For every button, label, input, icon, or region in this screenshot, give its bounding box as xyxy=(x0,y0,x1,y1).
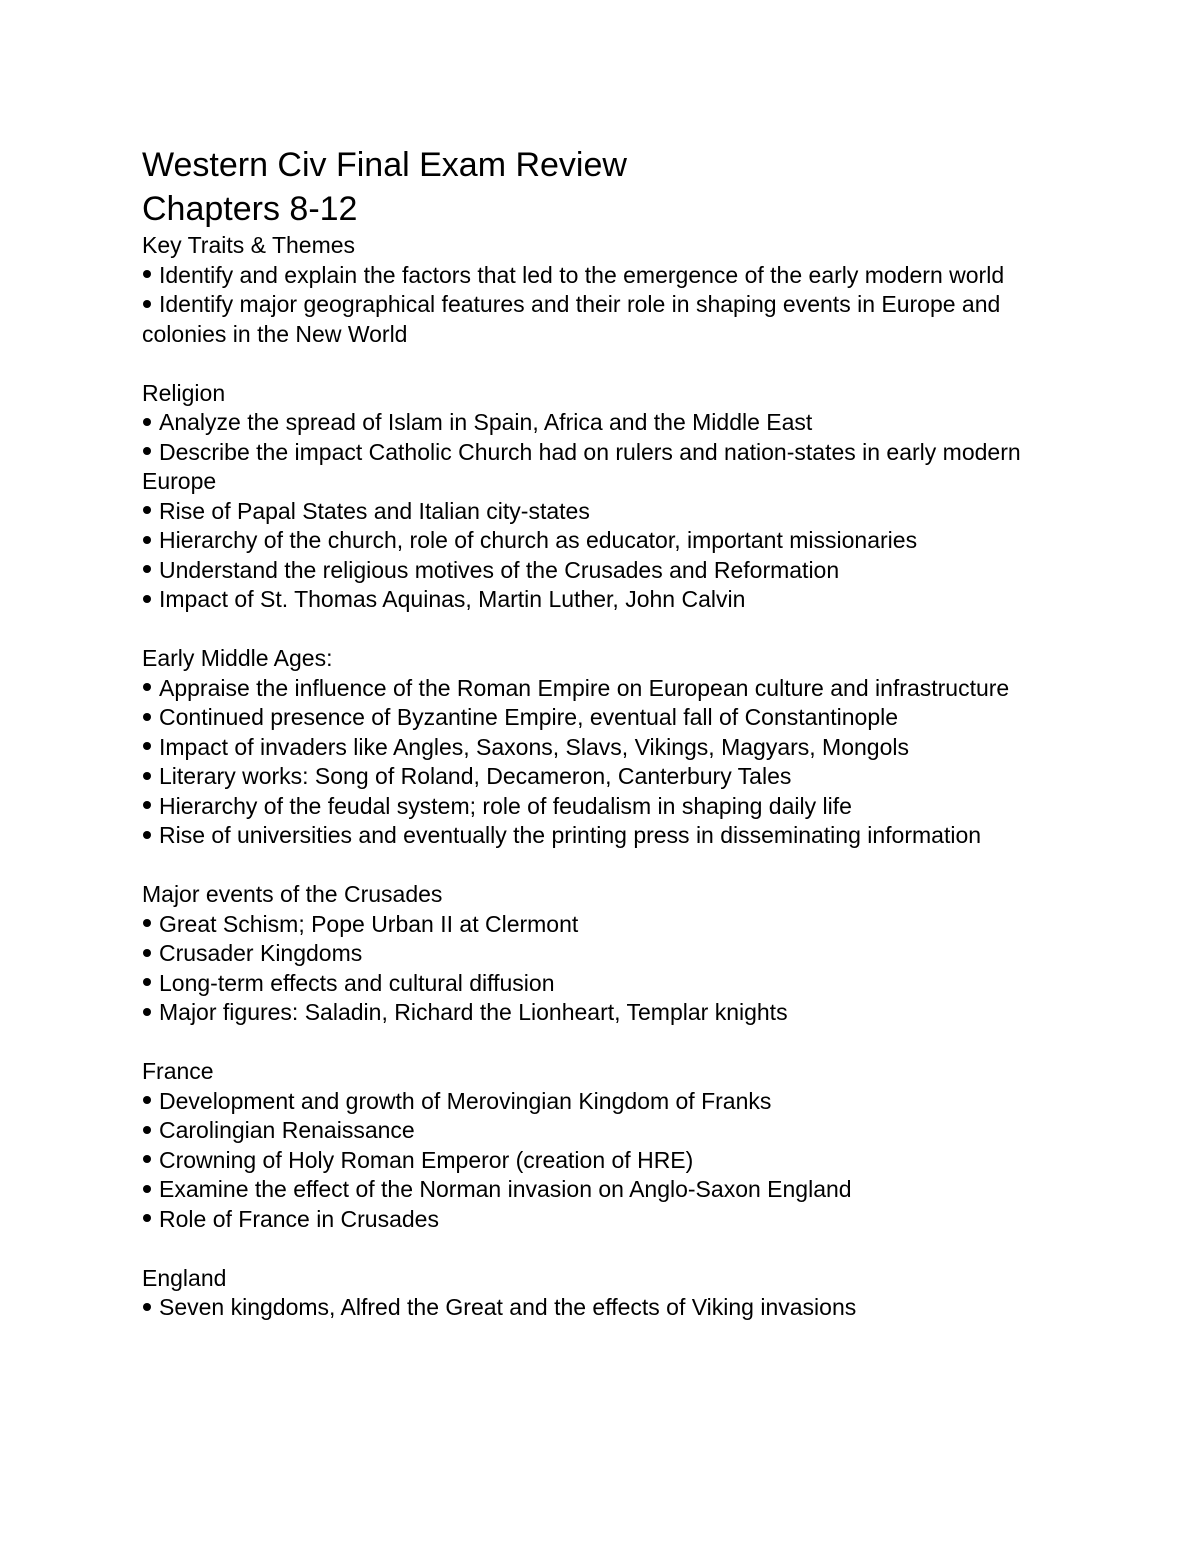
bullet-list xyxy=(142,261,1057,350)
bullet-icon xyxy=(143,1096,151,1104)
sections-container xyxy=(142,231,1057,1323)
list-item xyxy=(142,408,1057,438)
list-item xyxy=(142,969,1057,999)
list-item xyxy=(142,1116,1057,1146)
section-key-traits-themes xyxy=(142,231,1057,349)
bullet-icon xyxy=(143,1155,151,1163)
bullet-icon xyxy=(143,1214,151,1222)
list-item-text: Rise of universities and eventually the printing press in disseminating information xyxy=(159,822,982,848)
bullet-list xyxy=(142,674,1057,851)
list-item xyxy=(142,1146,1057,1176)
bullet-icon xyxy=(143,1008,151,1016)
list-item-text: Rise of Papal States and Italian city-states xyxy=(159,497,590,524)
list-item-text: Impact of invaders like Angles, Saxons, Slavs, Vikings, Magyars, Mongols xyxy=(159,733,909,760)
list-item xyxy=(142,762,1057,792)
list-item xyxy=(142,585,1057,615)
list-item-text: Great Schism; Pope Urban II at Clermont xyxy=(159,910,579,937)
list-item xyxy=(142,261,1057,291)
document-title: Western Civ Final Exam Review xyxy=(142,146,627,184)
bullet-list xyxy=(142,1087,1057,1235)
list-item-text: Hierarchy of the church, role of church as educator, important missionaries xyxy=(159,527,918,553)
list-item-text: Appraise the influence of the Roman Empire on European culture and infrastructure xyxy=(159,674,1010,701)
list-item xyxy=(142,1087,1057,1117)
bullet-icon xyxy=(143,772,151,780)
bullet-icon xyxy=(143,418,151,426)
section-early-middle-ages xyxy=(142,644,1057,851)
list-item-text: Carolingian Renaissance xyxy=(159,1117,415,1143)
bullet-icon xyxy=(143,742,151,750)
bullet-icon xyxy=(143,1303,151,1311)
list-item xyxy=(142,733,1057,763)
bullet-list xyxy=(142,1293,1057,1323)
list-item xyxy=(142,674,1057,704)
section-france xyxy=(142,1057,1057,1234)
list-item xyxy=(142,1205,1057,1235)
bullet-icon xyxy=(143,949,151,957)
list-item-text: Seven kingdoms, Alfred the Great and the effects of Viking invasions xyxy=(159,1294,857,1320)
list-item xyxy=(142,910,1057,940)
bullet-icon xyxy=(143,447,151,455)
list-item-text: Impact of St. Thomas Aquinas, Martin Luther, John Calvin xyxy=(159,586,746,612)
list-item xyxy=(142,1175,1057,1205)
bullet-icon xyxy=(143,506,151,514)
list-item xyxy=(142,703,1057,733)
list-item-text: Role of France in Crusades xyxy=(159,1205,439,1232)
section-religion xyxy=(142,379,1057,615)
bullet-icon xyxy=(143,595,151,603)
list-item xyxy=(142,556,1057,586)
bullet-icon xyxy=(143,300,151,308)
section-heading: Early Middle Ages: xyxy=(142,645,333,671)
section-england xyxy=(142,1264,1057,1323)
list-item-text: Identify major geographical features and their role in shaping events in Europe and colonies in the New World xyxy=(142,291,1001,347)
list-item-text: Crusader Kingdoms xyxy=(159,940,363,966)
document-subtitle: Chapters 8-12 xyxy=(142,190,358,228)
list-item xyxy=(142,821,1057,851)
list-item xyxy=(142,1293,1057,1323)
section-heading: Key Traits & Themes xyxy=(142,232,356,258)
list-item xyxy=(142,438,1057,497)
list-item-text: Development and growth of Merovingian Kingdom of Franks xyxy=(159,1087,772,1114)
bullet-list xyxy=(142,408,1057,615)
bullet-icon xyxy=(143,1185,151,1193)
list-item xyxy=(142,497,1057,527)
bullet-icon xyxy=(143,801,151,809)
bullet-icon xyxy=(143,978,151,986)
list-item-text: Describe the impact Catholic Church had on rulers and nation-states in early modern Europe xyxy=(142,438,1021,494)
bullet-list xyxy=(142,910,1057,1028)
bullet-icon xyxy=(143,919,151,927)
list-item-text: Literary works: Song of Roland, Decameron, Canterbury Tales xyxy=(159,763,792,789)
list-item-text: Analyze the spread of Islam in Spain, Africa and the Middle East xyxy=(159,409,813,435)
list-item-text: Crowning of Holy Roman Emperor (creation of HRE) xyxy=(159,1146,694,1173)
list-item xyxy=(142,939,1057,969)
list-item-text: Understand the religious motives of the Crusades and Reformation xyxy=(159,556,840,583)
bullet-icon xyxy=(143,270,151,278)
document-page xyxy=(142,143,1057,1323)
list-item xyxy=(142,290,1057,349)
list-item xyxy=(142,998,1057,1028)
section-heading: France xyxy=(142,1058,214,1084)
bullet-icon xyxy=(143,1126,151,1134)
bullet-icon xyxy=(143,565,151,573)
section-major-events-of-the-crusades xyxy=(142,880,1057,1028)
list-item-text: Identify and explain the factors that led to the emergence of the early modern world xyxy=(159,261,1005,288)
list-item xyxy=(142,526,1057,556)
list-item-text: Major figures: Saladin, Richard the Lionheart, Templar knights xyxy=(159,999,788,1025)
bullet-icon xyxy=(143,536,151,544)
bullet-icon xyxy=(143,713,151,721)
section-heading: England xyxy=(142,1264,227,1291)
section-heading: Religion xyxy=(142,379,226,406)
list-item-text: Continued presence of Byzantine Empire, eventual fall of Constantinople xyxy=(159,704,899,730)
list-item-text: Long-term effects and cultural diffusion xyxy=(159,969,555,996)
list-item-text: Examine the effect of the Norman invasion on Anglo-Saxon England xyxy=(159,1176,852,1202)
section-heading: Major events of the Crusades xyxy=(142,881,443,907)
list-item-text: Hierarchy of the feudal system; role of feudalism in shaping daily life xyxy=(159,792,852,819)
bullet-icon xyxy=(143,831,151,839)
list-item xyxy=(142,792,1057,822)
bullet-icon xyxy=(143,683,151,691)
